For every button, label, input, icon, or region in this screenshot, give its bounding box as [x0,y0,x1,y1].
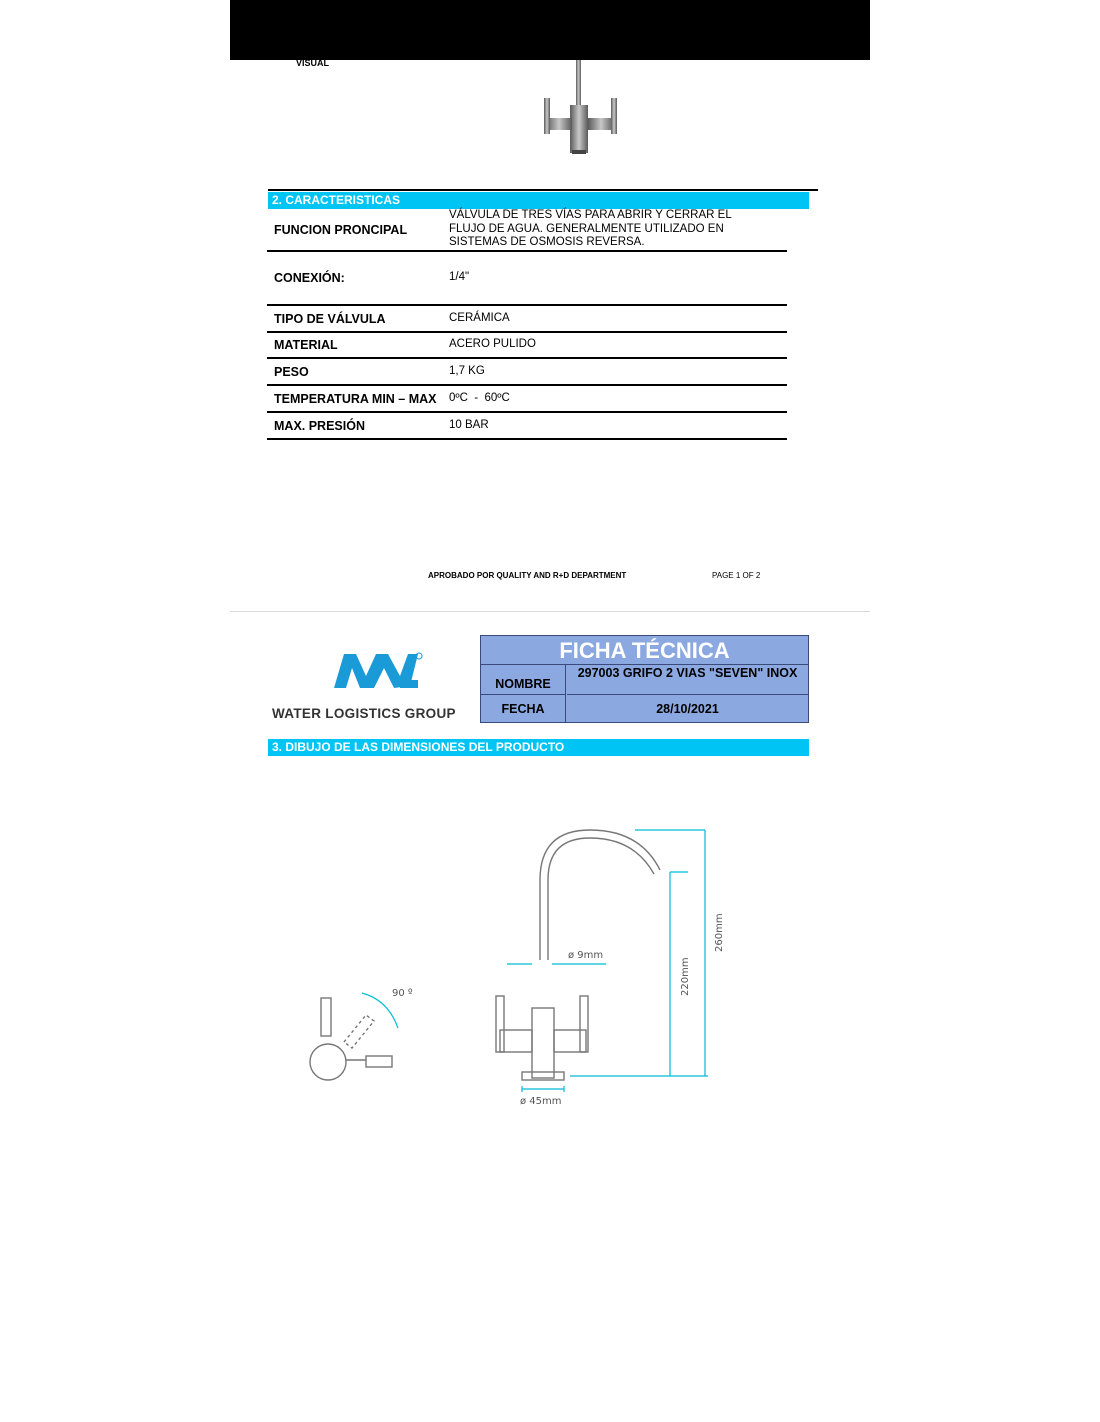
spec-value: 1,7 KG [449,364,485,377]
spec-key: PESO [274,364,309,379]
company-name: WATER LOGISTICS GROUP [272,706,456,721]
table-row [267,306,787,333]
spec-key: CONEXIÓN: [274,271,345,285]
spec-value: 1/4" [449,271,470,284]
table-row [267,413,787,440]
dimension-drawing [300,820,740,1120]
faucet-photo [536,60,626,160]
table-row [267,386,787,413]
handle-horizontal [366,1056,392,1067]
wlg-logo-icon [330,648,424,692]
top-black-bar [230,0,870,60]
specs-table [267,209,787,440]
table-row [267,333,787,359]
height-total-label: 260mm [714,913,725,952]
table-row [267,252,787,306]
ficha-tecnica-box [480,635,809,723]
section-top-rule [268,189,818,191]
approval-note: APROBADO POR QUALITY AND R+D DEPARTMENT [428,571,627,580]
height-spout-label: 220mm [680,957,691,996]
page-separator [230,611,870,612]
base-diameter-label: ø 45mm [520,1096,562,1107]
spec-key: TEMPERATURA MIN – MAX [274,391,437,406]
section-2-title: 2. CARACTERISTICAS [268,192,809,209]
ficha-title: FICHA TÉCNICA [481,636,808,665]
nombre-label: NOMBRE [481,665,566,695]
nombre-value: 297003 GRIFO 2 VIAS "SEVEN" INOX [567,665,808,695]
angle-label: 90 º [392,988,413,999]
handle-base-circle [310,1044,346,1080]
spec-value: ACERO PULIDO [449,338,536,351]
handle-dashed-rotated [344,1015,374,1048]
spec-value: CERÁMICA [449,311,510,324]
fecha-value: 28/10/2021 [656,702,719,716]
spec-value: 0ºC - 60ºC [449,391,510,404]
spec-key: MATERIAL [274,338,338,352]
spec-value: VÁLVULA DE TRES VÍAS PARA ABRIR Y CERRAR EL FLUJO DE AGUA. GENERALMENTE UTILIZADO EN SISTEMAS DE OSMOSIS REVERSA. [449,209,732,249]
spec-key: FUNCION PRONCIPAL [274,222,408,237]
table-row [267,359,787,386]
visual-label: VISUAL [296,58,330,68]
table-row [267,209,787,252]
spec-value: 10 BAR [449,418,489,431]
handle-vertical [321,998,331,1036]
fecha-label: FECHA [481,695,566,723]
page-number: PAGE 1 OF 2 [712,571,761,580]
spec-key: MAX. PRESIÓN [274,418,365,433]
section-3-title: 3. DIBUJO DE LAS DIMENSIONES DEL PRODUCTO [268,739,809,756]
spec-key: TIPO DE VÁLVULA [274,311,386,326]
spout-diameter-label: ø 9mm [568,950,604,961]
